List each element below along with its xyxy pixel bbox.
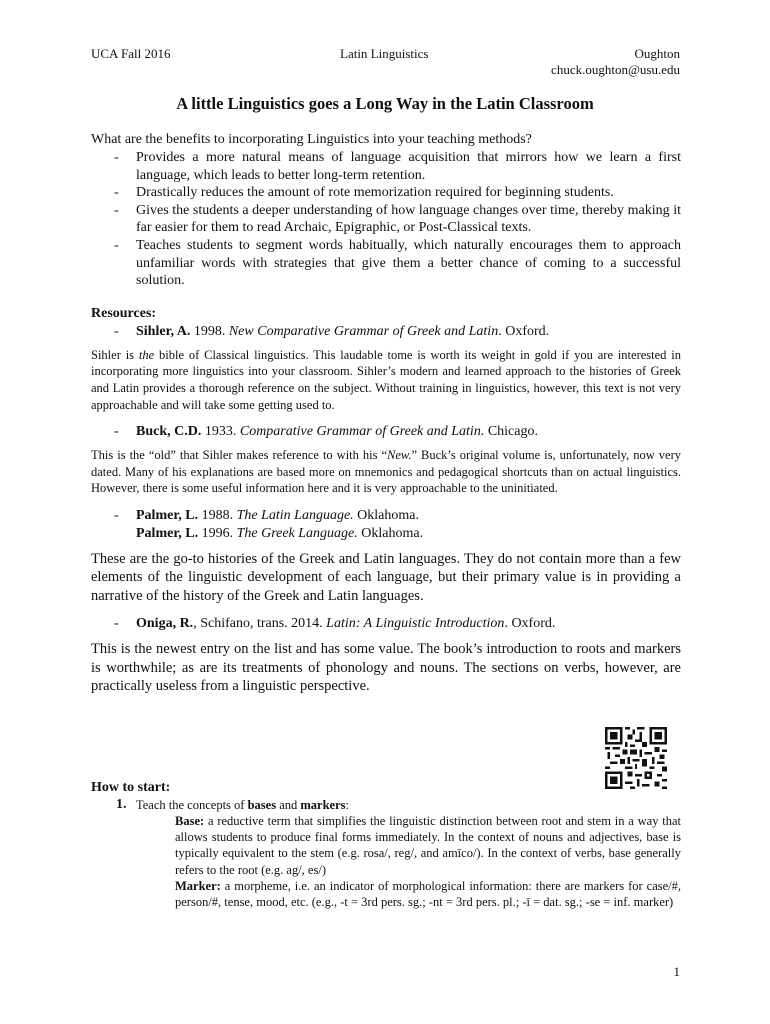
citation-title: The Greek Language. — [236, 525, 358, 541]
citation-publisher: . Oxford. — [504, 616, 556, 632]
header-author: Oughton — [634, 46, 680, 61]
header-left: UCA Fall 2016 — [91, 46, 171, 61]
page-title: A little Linguistics goes a Long Way in the Latin Classroom — [176, 94, 594, 113]
resources-heading: Resources: — [91, 305, 157, 321]
citation-oniga — [91, 615, 681, 633]
list-item: - Drastically reduces the amount of rote memorization required for beginning students. — [91, 184, 681, 202]
sihler-description — [91, 347, 681, 413]
step-text: and — [276, 798, 301, 812]
citation-author: Palmer, L. — [136, 525, 199, 541]
desc-text: Sihler is — [91, 347, 139, 362]
palmer-description: These are the go-to histories of the Greek and Latin languages. They do not contain more than a few elements of the linguistic development of each language, but their primary value is in providing a narrative of the history of the Greek and Latin languages. — [91, 550, 681, 604]
step-item — [91, 797, 681, 813]
citation-title: Comparative Grammar of Greek and Latin. — [239, 424, 485, 440]
citation-year: 1933. — [204, 424, 237, 440]
citation-title: New Comparative Grammar of Greek and Latin — [228, 323, 499, 339]
how-to-start-section — [91, 779, 681, 910]
desc-text: ” Buck’s original volume is, unfortunately, now very dated. Many of his explanations are based more on mnemonics and pedagogical shortcuts than on actual linguistics. However, there is some useful information here and it is very approachable to the uninitiated. — [91, 448, 681, 496]
citation-sihler — [91, 323, 681, 341]
benefits-list — [91, 149, 681, 290]
citation-author: Palmer, L. — [136, 507, 199, 523]
step-number: 1. — [116, 797, 127, 812]
citation-year: 1998. — [193, 323, 226, 339]
citation-year: 1988. — [201, 507, 234, 523]
definitions — [91, 813, 681, 910]
citation-title: Latin: A Linguistic Introduction — [326, 616, 505, 632]
citation-palmer-greek — [91, 525, 681, 543]
step-term-markers: markers — [300, 798, 346, 812]
citation-publisher: Chicago. — [487, 424, 538, 440]
citation-buck — [91, 423, 681, 441]
citation-author: Buck, C.D. — [136, 424, 202, 440]
definition-text: a reductive term that simplifies the linguistic distinction between root and stem in a way that allows students to produce final forms immediately. In the context of nouns and adjectives, base is typically equivalent to the stem (e.g. rosa/, reg/, and amīco/). In the context of verbs, base generally refers to the root (e.g. ag/, es/) — [175, 814, 681, 877]
citation-publisher: Oklahoma. — [361, 525, 424, 541]
citation-author: Oniga, R. — [136, 616, 194, 632]
oniga-description: This is the newest entry on the list and has some value. The book’s introduction to roots and markers is worthwhile; as are its treatments of phonology and nouns. The sections on verbs, however, are practically useless from a linguistic perspective. — [91, 641, 681, 695]
page-number: 1 — [673, 964, 680, 979]
header-email: chuck.oughton@usu.edu — [551, 62, 680, 77]
marker-definition — [175, 878, 681, 910]
list-item: - Gives the students a deeper understanding of how language changes over time, thereby making it far easier for them to read Archaic, Epigraphic, or Post-Classical texts. — [91, 202, 681, 237]
citation-publisher: Oklahoma. — [357, 507, 419, 523]
definition-text: a morpheme, i.e. an indicator of morphological information: there are markers for case/#, person/#, tense, mood, etc. (e.g., -t = 3rd pers. sg.; -nt = 3rd pers. pl.; -ī = dat. sg.; -se = inf. marker) — [175, 878, 681, 910]
header-right — [551, 46, 680, 78]
main-content — [91, 131, 681, 696]
base-definition — [175, 813, 681, 878]
desc-emphasis: New. — [387, 448, 412, 463]
citation-author: Sihler, A. — [136, 323, 191, 339]
desc-text: bible of Classical linguistics. This laudable tome is worth its weight in gold if you are interested in incorporating more linguistics into your classroom. Sihler’s modern and learned approach to the histories of Greek and Latin provides a thorough reference on the subject. Without training in linguistics, however, this text is not very approachable and will take some getting used to. — [91, 347, 681, 412]
desc-emphasis: the — [138, 347, 155, 362]
intro-question: What are the benefits to incorporating Linguistics into your teaching methods? — [91, 132, 532, 147]
citation-year: 1996. — [201, 525, 234, 541]
citation-publisher: . Oxford. — [498, 323, 550, 339]
definition-term: Marker: — [175, 878, 221, 893]
desc-text: This is the “old” that Sihler makes reference to with his “ — [91, 448, 388, 463]
list-item: - Provides a more natural means of language acquisition that mirrors how we learn a first language, which leads to better long-term retention. — [91, 149, 681, 184]
header-center: Latin Linguistics — [340, 46, 429, 61]
step-text: Teach the concepts of — [136, 798, 248, 812]
citation-title: The Latin Language. — [236, 507, 354, 523]
step-text: : — [345, 798, 349, 812]
buck-description — [91, 447, 681, 497]
list-item: - Teaches students to segment words habitually, which naturally encourages them to approach unfamiliar words with strategies that give them a better chance of coming to a successful solution. — [91, 237, 681, 290]
how-to-start-heading: How to start: — [91, 780, 171, 795]
step-term-bases: bases — [247, 798, 277, 812]
citation-translator: , Schifano, trans. 2014. — [193, 616, 323, 632]
definition-term: Base: — [175, 814, 205, 828]
citation-palmer-latin — [91, 507, 681, 525]
